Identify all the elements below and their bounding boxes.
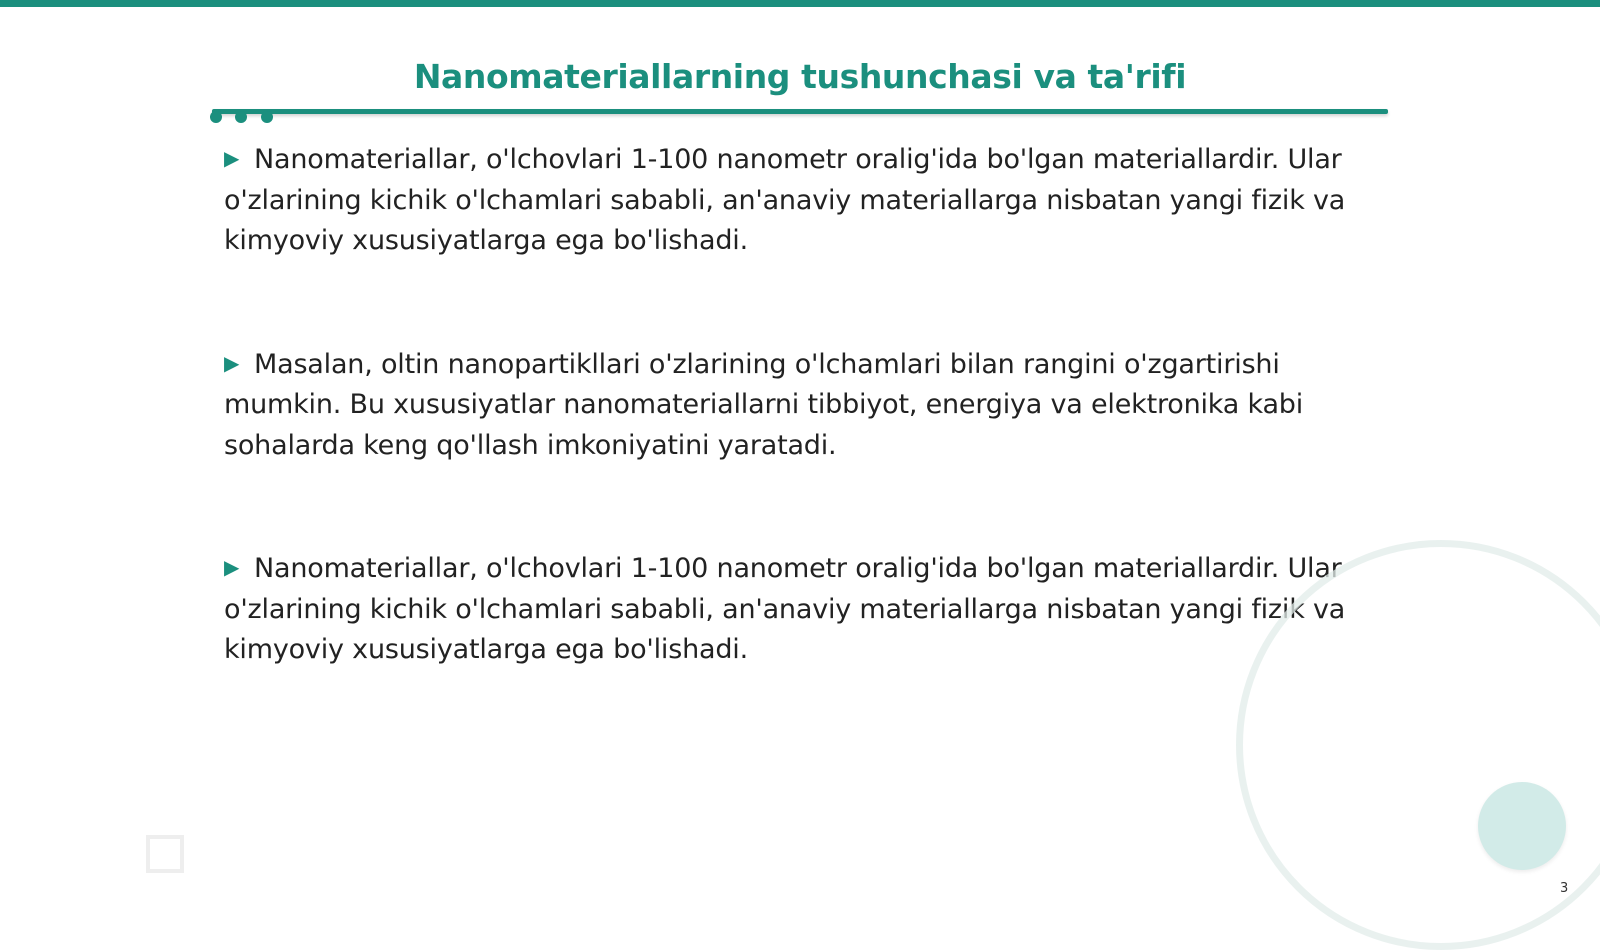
dot-icon [210,111,222,123]
triangle-right-icon: ▶ [224,350,240,375]
page-number: 3 [1560,881,1569,896]
bullet-item [224,138,1374,262]
top-accent-bar [0,0,1600,7]
triangle-right-icon: ▶ [224,146,240,170]
bullet-text: Masalan, oltin nanopartikllari o'zlarining o'lchamlari bilan rangini o'zgartirishi mumkin. Bu xususiyatlar nanomateriallarni tibbiyot, energiya va elektronika kabi sohalarda keng qo'llash imkoniyatini yaratadi. [224,348,1304,461]
bullet-text: Nanomateriallar, o'lchovlari 1-100 nanometr oralig'ida bo'lgan materiallardir. Ular o'zlarining kichik o'lchamlari sababli, an'anaviy materiallarga nisbatan yangi fizik va kimyoviy xususiyatlarga ega bo'lishadi. [224,144,1346,256]
bullet-text: Nanomateriallar, o'lchovlari 1-100 nanometr oralig'ida bo'lgan materiallardir. Ular o'zlarining kichik o'lchamlari sababli, an'anaviy materiallarga nisbatan yangi fizik va kimyoviy xususiyatlarga ega bo'lishadi. [224,553,1346,665]
slide-title: Nanomateriallarning tushunchasi va ta'rifi [413,57,1187,96]
decorative-circle [1478,782,1566,870]
title-dots-decoration [210,111,290,125]
slide-body [224,138,1374,671]
dot-icon [235,111,247,123]
triangle-right-icon: ▶ [224,555,240,579]
title-underline [212,109,1388,114]
dot-icon [261,111,273,123]
bullet-item [224,343,1374,467]
bullet-item [224,547,1374,671]
decorative-square [146,835,184,873]
